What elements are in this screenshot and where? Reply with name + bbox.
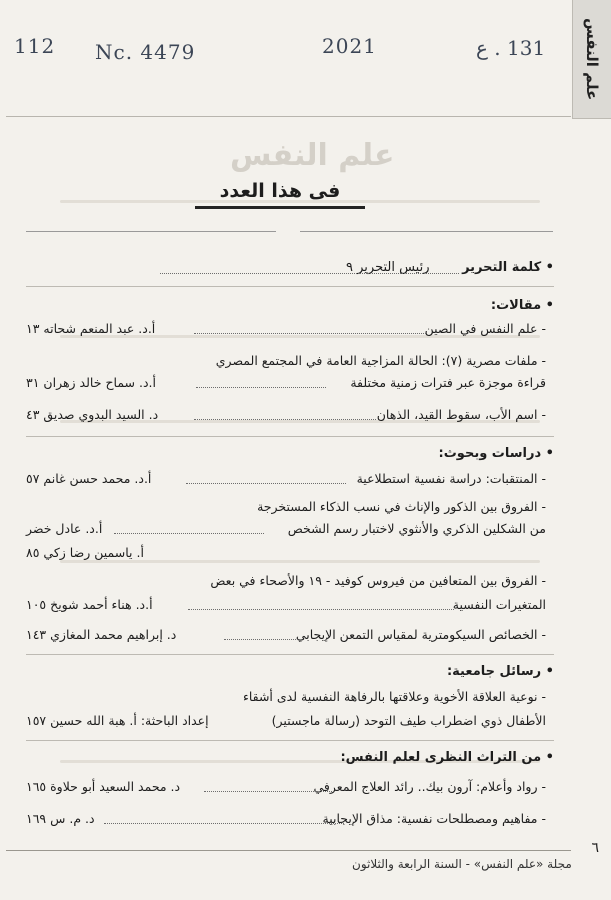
section-separator xyxy=(26,286,554,287)
toc-item-title: - علم النفس في الصين xyxy=(424,321,546,336)
footer-rule xyxy=(6,850,571,851)
handwritten-volume: 131 . ع xyxy=(476,36,546,60)
toc-item xyxy=(26,468,554,490)
toc-item xyxy=(26,776,554,798)
toc-item-title: - الفروق بين المتعافين من فيروس كوفيد - ١٩ والأصحاء في بعض xyxy=(210,573,546,588)
section-separator xyxy=(26,436,554,437)
toc-item xyxy=(26,594,554,616)
toc-item-author: د. محمد السعيد أبو حلاوة ١٦٥ xyxy=(26,779,181,794)
toc-item xyxy=(26,570,554,592)
toc-item xyxy=(26,404,554,426)
toc-item-author: أ.د. عادل خضر xyxy=(26,521,103,536)
toc-item-title: قراءة موجزة عبر فترات زمنية مختلفة xyxy=(350,375,546,390)
toc-item-title: - الفروق بين الذكور والإناث في نسب الذكاء المستخرجة xyxy=(257,499,546,514)
section-separator xyxy=(26,654,554,655)
toc-item-author: أ.د. سماح خالد زهران ٣١ xyxy=(26,375,156,390)
section-heading: • كلمة التحرير xyxy=(462,260,554,275)
toc-item-title: - مفاهيم ومصطلحات نفسية: مذاق الإيجابية xyxy=(322,811,546,826)
toc-item-author: أ.د. محمد حسن غانم ٥٧ xyxy=(26,471,152,486)
title-rule xyxy=(26,231,276,232)
section-heading: من التراث النظرى لعلم النفس: xyxy=(340,750,542,765)
toc-item-title: - نوعية العلاقة الأخوية وعلاقتها بالرفاهة النفسية لدى أشقاء xyxy=(242,689,546,704)
page-number: ٦ xyxy=(591,840,599,856)
toc-item-title: - اسم الأب، سقوط القيد، الذهان xyxy=(376,407,546,422)
journal-page: علم النفس علم النفس 112 Nc. 4479 2021 131 . ع فى هذا العدد • كلمة التحرير رئيس التحرير ٩ • مقالات: - علم النفس في الصين أ.د. عبد المنعم شحاته ١٣ - ملفات مصرية (٧): الحالة المزاجية العامة في المجتمع المصري قراءة موجزة عبر فترات زمنية مختلفة أ.د. سماح خالد زهران ٣١ - اسم الأب، سقوط القيد، الذهان د. السيد البدوي صديق ٤٣ • دراسات وبحوث: - المنتقبات: دراسة نفسية استطلاعية أ.د. محمد حسن غانم ٥٧ - الفروق بين الذكور والإناث في نسب الذكاء المستخرجة من الشكلين الذكري والأنثوي لاختبار رسم الشخص أ.د. عادل خضر أ. ياسمين رضا زكي ٨٥ - الفروق بين المتعافين من فيروس كوفيد - ١٩ والأصحاء في بعض المتغيرات النفسية أ.د. هناء أحمد شويخ ١٠٥ - الخصائص السيكومترية لمقياس التمعن الإيجابي د. إبراهيم محمد المغازي ١٤٣ • رسائل جامعية: - نوعية العلاقة الأخوية وعلاقتها بالرفاهة النفسية لدى أشقاء الأطفال ذوي اضطراب طيف التوحد (رسالة ماجستير) إعداد الباحثة: أ. هبة الله حسين ١٥٧ • من التراث النظرى لعلم النفس: - رواد وأعلام: آرون بيك.. رائد العلاج المعرفي د. محمد السعيد أبو حلاوة ١٦٥ - مفاهيم ومصطلحات نفسية: مذاق الإيجابية د. م. س ١٦٩ مجلة «علم النفس» - السنة الرابعة والثلاثون ٦ xyxy=(0,0,611,900)
header-divider xyxy=(6,116,571,117)
toc-item-author: أ.د. عبد المنعم شحاته ١٣ xyxy=(26,321,156,336)
title-rule xyxy=(300,231,553,232)
toc-item xyxy=(26,496,554,518)
toc-item-title: - رواد وأعلام: آرون بيك.. رائد العلاج المعرفي xyxy=(313,779,546,794)
toc-item xyxy=(26,686,554,708)
section-heading: مقالات: xyxy=(490,298,542,313)
toc-item-title: من الشكلين الذكري والأنثوي لاختبار رسم الشخص xyxy=(287,521,546,536)
handwritten-number: Nc. 4479 xyxy=(95,40,196,64)
toc-item-author: أ.د. هناء أحمد شويخ ١٠٥ xyxy=(26,597,153,612)
toc-item-author: د. م. س ١٦٩ xyxy=(26,811,95,826)
footer-journal: مجلة «علم النفس» - السنة الرابعة والثلاثون xyxy=(352,857,572,871)
section-heading: رسائل جامعية: xyxy=(446,664,542,679)
toc-item xyxy=(26,518,554,540)
toc-item-title: - ملفات مصرية (٧): الحالة المزاجية العامة في المجتمع المصري xyxy=(215,353,546,368)
toc-item-author: د. السيد البدوي صديق ٤٣ xyxy=(26,407,159,422)
toc-item xyxy=(26,372,554,394)
toc-item xyxy=(26,350,554,372)
contents-title: فى هذا العدد xyxy=(195,180,365,209)
toc-item-title: - المنتقبات: دراسة نفسية استطلاعية xyxy=(356,471,546,486)
toc-item xyxy=(26,624,554,646)
toc-item-author: إعداد الباحثة: أ. هبة الله حسين ١٥٧ xyxy=(26,713,209,728)
section-heading: دراسات وبحوث: xyxy=(438,446,542,461)
handwritten-year: 2021 xyxy=(322,34,377,58)
toc-item-author: د. إبراهيم محمد المغازي ١٤٣ xyxy=(26,627,177,642)
toc-item xyxy=(26,318,554,340)
toc-item xyxy=(26,542,554,564)
toc-item-title: الأطفال ذوي اضطراب طيف التوحد (رسالة ماجستير) xyxy=(271,713,546,728)
dots-leader xyxy=(26,258,554,280)
handwritten-issue: 112 xyxy=(14,34,56,58)
toc-item xyxy=(26,808,554,830)
section-aside: رئيس التحرير ٩ xyxy=(346,260,430,275)
bleed-through-text: علم النفس xyxy=(230,138,395,173)
section-separator xyxy=(26,740,554,741)
toc-item xyxy=(26,710,554,732)
toc-item-title: - الخصائص السيكومترية لمقياس التمعن الإيجابي xyxy=(295,627,546,642)
toc-item-title: المتغيرات النفسية xyxy=(452,597,546,612)
side-tab xyxy=(572,0,611,119)
toc-item-author: أ. ياسمين رضا زكي ٨٥ xyxy=(26,545,144,560)
journal-side-title: علم النفس xyxy=(583,17,601,101)
